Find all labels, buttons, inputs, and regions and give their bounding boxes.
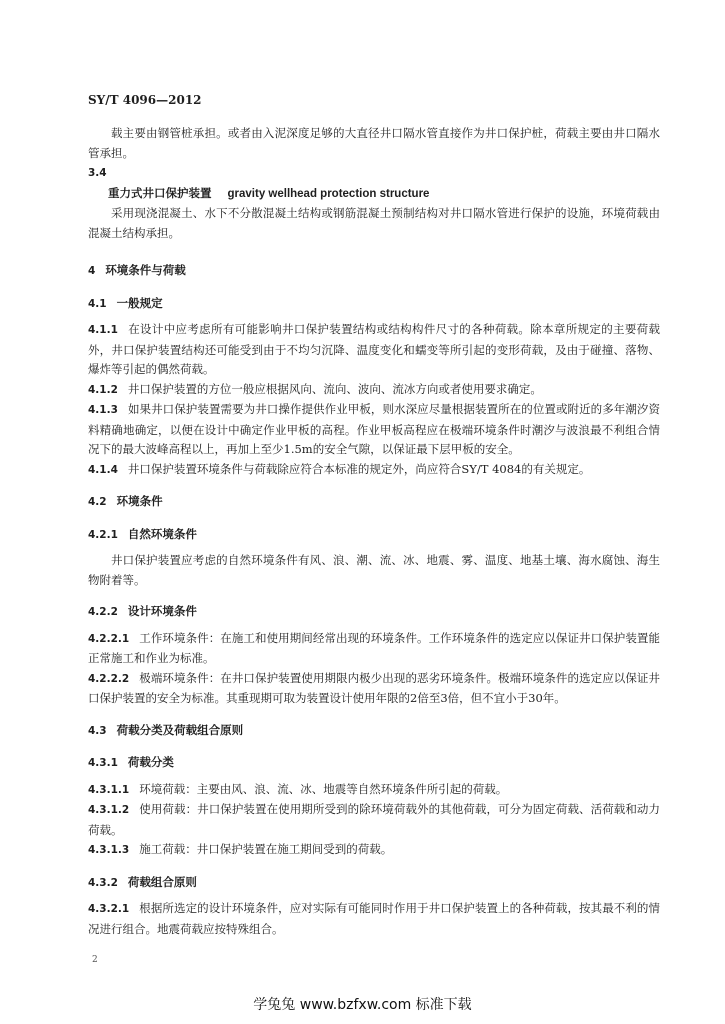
- clause-4-3-1-2: 4.3.1.2 使用荷载：井口保护装置在使用期所受到的除环境荷载外的其他荷载，可分为固定荷载、活荷载和动力荷载。: [88, 802, 660, 837]
- section-4-2-1-heading: 4.2.1 自然环境条件: [88, 526, 197, 541]
- clause-4-1-2: 4.1.2 井口保护装置的方位一般应根据风向、流向、波向、流冰方向或者使用要求确定。: [88, 381, 542, 396]
- section-4-2-heading: 4.2 环境条件: [88, 494, 163, 508]
- intro-paragraph: 载主要由钢管桩承担。或者由入泥深度足够的大直径井口隔水管直接作为井口保护桩，荷载主要由井口隔水管承担。: [88, 126, 660, 160]
- clause-3-4-definition: 采用现浇混凝土、水下不分散混凝土结构或钢筋混凝土预制结构对井口隔水管进行保护的设施，环境荷载由混凝土结构承担。: [88, 206, 660, 240]
- clause-4-2-1-text: 井口保护装置应考虑的自然环境条件有风、浪、潮、流、冰、地震、雾、温度、地基土壤、海水腐蚀、海生物附着等。: [88, 553, 660, 587]
- clause-4-2-2-1: 4.2.2.1 工作环境条件：在施工和使用期间经常出现的环境条件。工作环境条件的选定应以保证井口保护装置能正常施工和作业为标准。: [88, 630, 660, 665]
- section-4-3-heading: 4.3 荷载分类及荷载组合原则: [88, 722, 244, 737]
- clause-4-3-1-3: 4.3.1.3 施工荷载：井口保护装置在施工期间受到的荷载。: [88, 842, 393, 856]
- document-body: [88, 124, 660, 939]
- chapter-4-heading: 4 环境条件与荷载: [88, 263, 186, 277]
- watermark-footer: 学兔兔 www.bzfxw.com 标准下载: [253, 997, 472, 1013]
- section-4-2-2-heading: 4.2.2 设计环境条件: [88, 604, 197, 618]
- clause-4-1-1: 4.1.1 在设计中应考虑所有可能影响井口保护装置结构或结构构件尺寸的各种荷载。除本章所规定的主要荷载外，井口保护装置结构还可能受到由于不均匀沉降、温度变化和蠕变等所引起的变形荷载，及由于碰撞、落物、爆炸等引起的偶然荷载。: [88, 322, 660, 376]
- clause-3-4-number: 3.4: [88, 167, 107, 179]
- clause-4-1-3: 4.1.3 如果井口保护装置需要为井口操作提供作业甲板，则水深应尽量根据装置所在的位置或附近的多年潮汐资料精确地确定，以便在设计中确定作业甲板的高程。作业甲板高程应在极端环境条件时潮汐与波浪最不利组合情况下的最大波峰高程以上，再加上至少1.5m的安全气隙，以保证最下层甲板的安全。: [88, 402, 660, 456]
- section-4-1-heading: 4.1 一般规定: [88, 295, 163, 310]
- clause-4-2-2-2: 4.2.2.2 极端环境条件：在井口保护装置使用期限内极少出现的恶劣环境条件。极端环境条件的选定应以保证井口保护装置的安全为标准。其重现期可取为装置设计使用年限的2倍至3倍，但不宜小于30年。: [88, 670, 660, 705]
- term-english: gravity wellhead protection structure: [227, 187, 430, 200]
- clause-4-3-2-1: 4.3.2.1 根据所选定的设计环境条件，应对实际有可能同时作用于井口保护装置上的各种荷载，按其最不利的情况进行组合。地震荷载应按特殊组合。: [88, 901, 660, 936]
- page-number: 2: [92, 955, 98, 965]
- clause-3-4-term: [108, 184, 660, 205]
- term-chinese: 重力式井口保护装置: [108, 185, 212, 200]
- clause-4-1-4: 4.1.4 井口保护装置环境条件与荷载除应符合本标准的规定外，尚应符合SY/T 4084的有关规定。: [88, 461, 591, 476]
- clause-4-3-1-1: 4.3.1.1 环境荷载：主要由风、浪、流、冰、地震等自然环境条件所引起的荷载。: [88, 781, 508, 796]
- standard-code-header: SY/T 4096—2012: [88, 93, 202, 107]
- section-4-3-1-heading: 4.3.1 荷载分类: [88, 755, 174, 769]
- section-4-3-2-heading: 4.3.2 荷载组合原则: [88, 874, 197, 889]
